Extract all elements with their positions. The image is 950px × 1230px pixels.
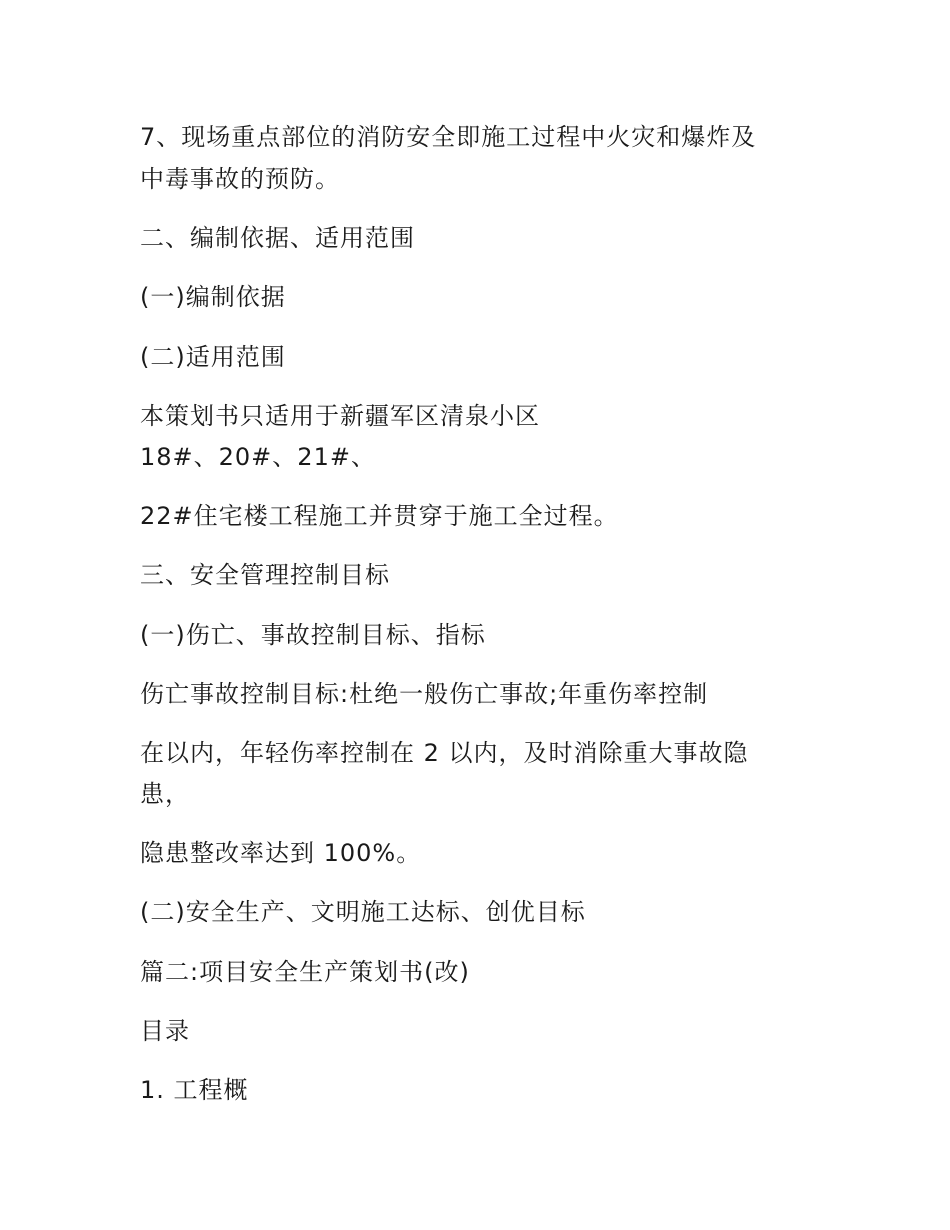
- section-heading-2: 二、编制依据、适用范围: [140, 224, 415, 252]
- injury-rate-paragraph-line-2: 患，: [140, 780, 190, 808]
- subsection-heading-casualty-targets: (一)伤亡、事故控制目标、指标: [140, 621, 486, 649]
- paragraph-item-7-line-2: 中毒事故的预防。: [140, 165, 340, 193]
- paragraph-item-7-line-1: 7、现场重点部位的消防安全即施工过程中火灾和爆炸及: [140, 123, 757, 151]
- subsection-heading-scope: (二)适用范围: [140, 343, 286, 371]
- rectification-rate-paragraph: 隐患整改率达到 100%。: [140, 839, 422, 867]
- casualty-target-paragraph: 伤亡事故控制目标:杜绝一般伤亡事故;年重伤率控制: [140, 680, 709, 708]
- section-heading-3: 三、安全管理控制目标: [140, 561, 390, 589]
- injury-rate-paragraph-line-1: 在以内，年轻伤率控制在 2 以内，及时消除重大事故隐: [140, 739, 749, 767]
- part-two-heading: 篇二:项目安全生产策划书(改): [140, 958, 470, 986]
- subsection-heading-civilized-construction: (二)安全生产、文明施工达标、创优目标: [140, 898, 586, 926]
- scope-paragraph-line-1: 本策划书只适用于新疆军区清泉小区: [140, 402, 540, 430]
- toc-item-1: 1. 工程概: [140, 1076, 249, 1104]
- table-of-contents-heading: 目录: [140, 1017, 190, 1045]
- scope-paragraph-line-3: 22#住宅楼工程施工并贯穿于施工全过程。: [140, 502, 619, 530]
- subsection-heading-basis: (一)编制依据: [140, 283, 286, 311]
- scope-paragraph-line-2: 18#、20#、21#、: [140, 443, 376, 471]
